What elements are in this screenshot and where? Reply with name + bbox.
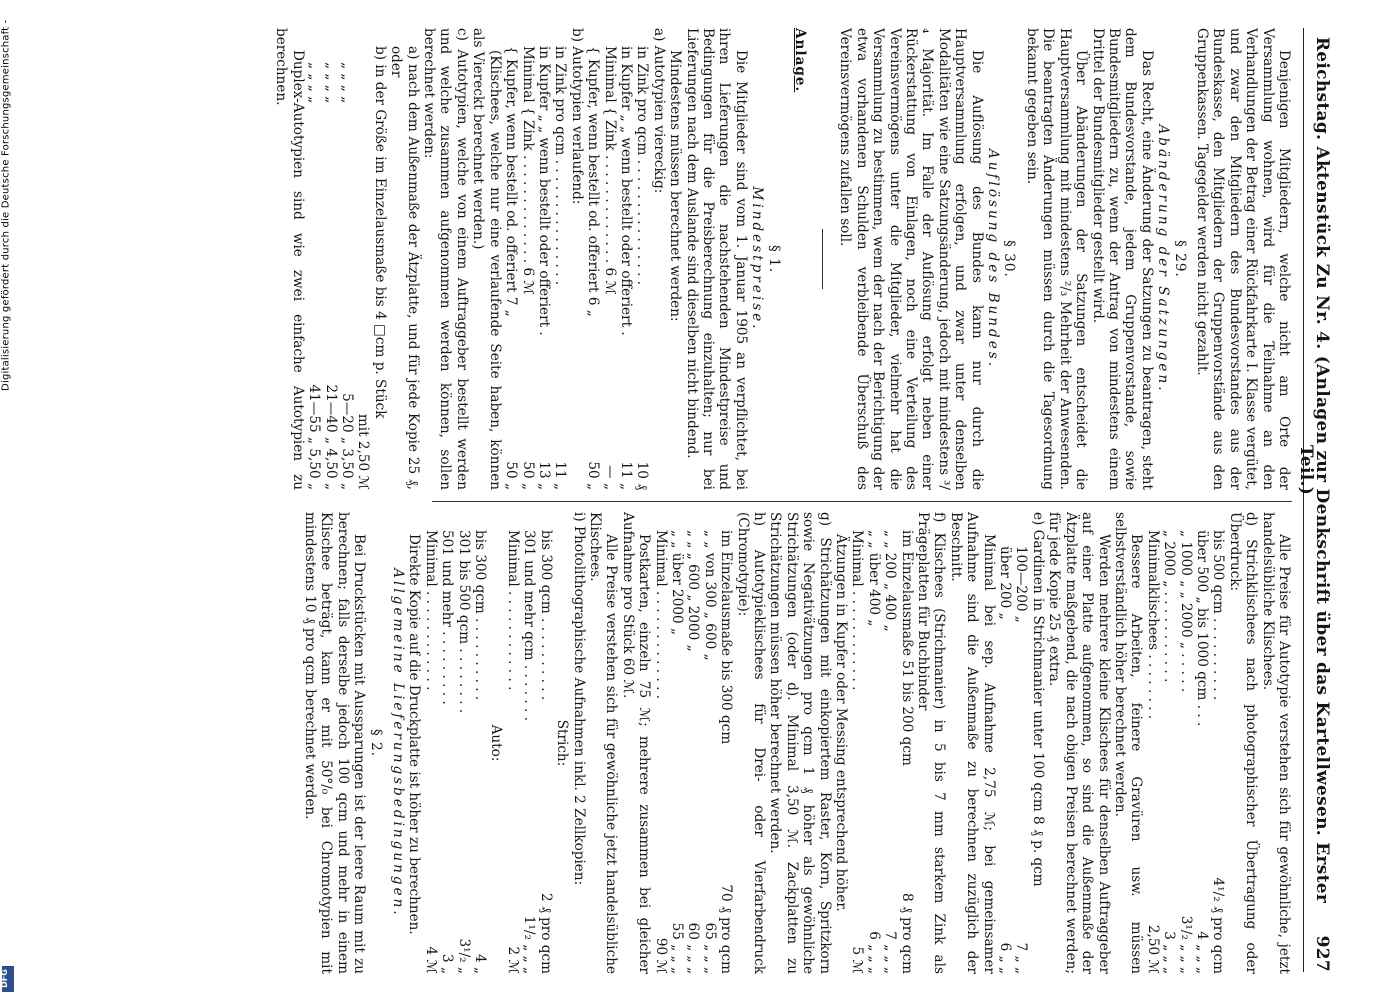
price-label: Minimalklischees . . . . . . . . — [1144, 530, 1161, 720]
left-column — [273, 28, 1292, 490]
price-value: 55 „ „ „ — [668, 922, 685, 974]
price-label: Minimal . . . . . . . . . . . . — [504, 530, 521, 691]
paragraph: Die Mitglieder sind vom 1. Januar 1905 an verpflichtet, bei ihren Lieferungen die nachstehenden Mindestpreise und Bedingungen für die Preisberechnung einzuhalten; nur bei Lieferungen nach dem Auslande sind dieselben nicht bindend. — [683, 28, 749, 490]
price-row — [585, 46, 601, 490]
price-label: Minimal . . . . . . . . . . . . — [422, 530, 439, 691]
paragraph: c) Autotypien, welche von einem Auftraggeber bestellt werden und welche zusammen aufgenommen werden können, sollen berechnet werden: — [421, 28, 470, 490]
price-label: über 200 „ — [997, 546, 1014, 620]
price-value: 3 „ „ „ — [1161, 931, 1178, 974]
price-value: mit 2,50 ℳ — [355, 413, 372, 490]
price-row — [718, 530, 734, 974]
price-label: Minimal . . . . . . . . . . . . . — [652, 530, 669, 700]
price-label: im Einzelausmaße 51 bis 200 qcm — [898, 530, 915, 766]
price-value: 90 ℳ — [652, 937, 669, 974]
price-row — [601, 46, 617, 490]
section-number: § 30. — [1001, 240, 1018, 278]
paragraph: Das Recht, eine Änderung der Satzungen zu beantragen, steht dem Bundesvorstande, jedem Gruppenvorstande, sowie Bundesmitgliedern zu, wenn der Antrag von mindestens einem Drittel der Bundesmitglieder gestellt wird. — [1089, 28, 1155, 490]
price-list-b — [503, 28, 569, 490]
price-value: 7 „ „ „ — [882, 931, 899, 974]
price-value: — „ — [601, 465, 618, 490]
list-heading: a) Autotypien viereckig: — [650, 28, 667, 194]
paragraph: Bei Druckstücken mit Aussparungen ist der leere Raum mit zu berechnen; falls derselbe jedoch 100 qcm und mehr in einem Klischee beträgt, kann er mit 50°/₀ bei Chromotypien mit mindestens 10 ₰ pro qcm berechnet werden. — [302, 512, 368, 974]
price-label: 301 bis 500 qcm . . . . . . . . — [455, 530, 472, 714]
price-value: 2 ℳ — [504, 946, 521, 974]
list-heading: f) Klischees (Strichmanier) in 5 bis 7 mm starkem Zink als Prägeplatten für Buchbinder — [915, 512, 948, 974]
price-value: 41—55 „ 5,50 „ — [306, 384, 323, 490]
price-row — [422, 530, 438, 974]
price-row — [701, 530, 717, 974]
list-heading: e) Gardinen in Strichmanier unter 100 qcm 8 ₰ p. qcm — [1029, 512, 1046, 887]
dfg-logo-text: DFG — [0, 969, 9, 988]
list-heading: b) Autotypien verlaufend: — [568, 28, 585, 205]
price-value: 50 „ — [519, 461, 536, 490]
price-row — [1194, 530, 1210, 974]
price-label: bis 300 qcm . . . . . . . . . . — [537, 530, 554, 701]
section-title: Mindestpreise. — [749, 186, 766, 332]
price-list-h — [652, 512, 734, 974]
price-value: 2,50 ℳ — [1144, 924, 1161, 974]
price-value: 11 „ — [617, 461, 634, 490]
price-value: 4 „ — [472, 953, 489, 974]
price-row — [536, 46, 552, 490]
price-value: 6 „ „ „ — [865, 931, 882, 974]
price-value: 50 „ — [585, 461, 602, 490]
price-value: 8 ₰ pro qcm — [898, 893, 915, 974]
price-label: Minimal { Zink . . . . . . . . . . . . . 6 ℳ — [601, 46, 618, 295]
price-row — [898, 530, 914, 974]
price-row — [355, 28, 371, 490]
price-label: { Kupfer, wenn bestellt od. offeriert 6 „ — [585, 46, 602, 317]
list-heading: h) Autotypieklischees für Drei- oder Vierfarbendruck (Chromotypie): — [734, 512, 767, 974]
price-value: 5 ℳ — [849, 946, 866, 974]
price-label: „ „ „ „ — [322, 62, 339, 104]
price-value: 7 „ „ — [1013, 942, 1030, 974]
price-row — [1177, 530, 1193, 974]
price-label: „ „ „ „ — [339, 62, 356, 104]
price-label: „ „ „ 600 „ 2000 „ — [685, 530, 702, 652]
price-value: 10 ₰ — [634, 461, 651, 490]
price-row — [503, 46, 519, 490]
dfg-logo — [2, 966, 14, 992]
price-label: „ „ über 400 „ — [865, 530, 882, 627]
list-heading: i) Photolithographische Aufnahmen inkl. 2 Zellkopien: — [570, 512, 587, 886]
price-row — [306, 62, 322, 490]
price-row — [322, 62, 338, 490]
price-row — [472, 530, 488, 974]
price-list-i-strich — [505, 512, 554, 974]
price-label: „ 1000 „ „ 2000 „ . . . . . — [1177, 530, 1194, 693]
price-value: 3 „ — [439, 953, 456, 974]
paragraph: g) Strichätzungen mit einkopiertem Raster, Korn, Spritzkorn sowie Negativätzungen pro qcm 1 ₰ höher als gewöhnliche Strichätzungen (oder d). Minimal 3,50 ℳ. Zackplatten zu Strichätzungen müssen höher berechnet werden. — [767, 512, 833, 974]
page-header — [1295, 28, 1334, 972]
section-title: Abänderung der Satzungen. — [1155, 124, 1172, 394]
price-row — [439, 530, 455, 974]
price-list-e — [997, 512, 1030, 974]
price-value: 21—40 „ 4,50 „ — [322, 384, 339, 490]
price-row — [519, 46, 535, 490]
section-number: § 2. — [367, 728, 384, 758]
price-value: 5—20 „ 3,50 „ — [339, 393, 356, 490]
appendix-heading: Anlage. — [792, 28, 809, 93]
price-label: 100—200 „ — [1013, 546, 1030, 623]
price-label: über 500 „ bis 1000 qcm . . . — [1193, 530, 1210, 727]
price-row — [997, 546, 1013, 974]
price-label: „ „ über 2000 „ — [668, 530, 685, 636]
price-label: Minimal { Zink . . . . . . . . . . . . . 6 ℳ — [519, 46, 536, 295]
price-label: in Zink pro qcm . . . . . . . . . . . . . . . — [634, 46, 651, 286]
price-label: „ „ „ „ — [306, 62, 323, 104]
paragraph: b) in der Größe im Einzelausmaße bis 4 □cm p. Stück — [371, 46, 388, 419]
price-row — [339, 62, 355, 490]
price-list-c — [306, 28, 355, 490]
price-value: 6 „ „ — [997, 942, 1014, 974]
sub-heading: Auto: — [488, 724, 505, 762]
price-row — [455, 530, 471, 974]
price-row — [882, 530, 898, 974]
price-value: 13 „ — [535, 461, 552, 490]
price-row — [521, 530, 537, 974]
price-row — [652, 530, 668, 974]
price-value: 4¹/₂ ₰ pro qcm — [1210, 877, 1227, 974]
price-value: 65 „ „ „ — [701, 922, 718, 974]
price-value: 11 „ — [552, 461, 569, 490]
price-label: in Kupfer „ „ wenn bestellt oder offeriert . — [535, 46, 552, 336]
paragraph: Direkte Kopie auf die Druckplatte ist höher zu berechnen. — [406, 534, 423, 935]
paragraph: Denjenigen Mitgliedern, welche nicht am Orte der Versammlung wohnen, wird für die Teilnahme an den Verhandlungen der Betrag einer Rückfahrkarte I. Klasse vergütet, und zwar den Mitgliedern des Bundesvorstandes aus der Bundeskasse, den Mitgliedern der Gruppenvorstände aus den Gruppenkassen. Tagegelder werden nicht gezahlt. — [1193, 28, 1292, 490]
price-label: bis 500 qcm . . . . . . . . . . — [1210, 530, 1227, 701]
page-number: 927 — [1312, 935, 1332, 972]
price-row — [634, 46, 650, 490]
section-title: Auflösung des Bundes. — [985, 148, 1002, 370]
paragraph: Minimal bei sep. Aufnahme 2,75 ℳ; bei gemeinsamer Aufnahme sind die Außenmaße zu berechnen zuzüglich der Beschnitt. — [947, 512, 997, 974]
price-value: 4 „ „ „ — [1193, 931, 1210, 974]
price-row — [1161, 530, 1177, 974]
paragraph: a) nach dem Außenmaße der Ätzplatte, und für jede Kopie 25 ₰, oder — [388, 46, 421, 490]
price-label: „ 2000 „ . . . . . . . . . . . — [1161, 530, 1178, 683]
price-list-i-auto — [422, 512, 488, 974]
paragraph: Werden mehrere kleine Klischees für denselben Auftraggeber auf einer Platte aufgenommen, so sind die Außenmaße der Ätzplatte maßgebend, die nach obigen Preisen berechnet werden; für jede Kopie 25 ₰ extra. — [1046, 512, 1112, 974]
paragraph: Duplex-Autotypien sind wie zwei einfache Autotypien zu berechnen. — [273, 28, 306, 490]
price-label: im Einzelausmaße bis 300 qcm — [718, 530, 735, 745]
paragraph: Bessere Arbeiten, feinere Gravüren usw. müssen selbstverständlich höher berechnet werden. — [1111, 512, 1145, 974]
divider — [822, 229, 823, 289]
section-number: § 29. — [1171, 240, 1188, 278]
paragraph: Die Auflösung des Bundes kann nur durch die Hauptversammlung erfolgen, und zwar unter denselben Modalitäten wie eine Satzungsänderung, jedoch mit mindestens ³/₄ Majorität. Im Falle der Auflösung erfolgt neben einer Rückerstattung von Einlagen, noch eine Verteilung des Vereinsvermögens unter die Mitglieder, vielmehr hat die Versammlung zu bestimmen, wem der nach der Berichtigung der etwa vorhandenen Schulden verbleibende Überschuß des Vereinsvermögens zufallen soll. — [837, 28, 985, 490]
section-title: Allgemeine Lieferungsbedingungen. — [390, 568, 407, 918]
price-value: 70 ₰ pro qcm — [718, 884, 735, 974]
price-label: Minimal . . . . . . . . . . . . — [849, 530, 866, 691]
price-list-a — [585, 28, 651, 490]
price-row — [505, 530, 521, 974]
sub-heading: Strich: — [554, 719, 571, 767]
page-title: Reichstag. Aktenstück Zu Nr. 4. (Anlagen zur Denkschrift über das Kartellwesen. Erster Teil.) — [1295, 36, 1332, 904]
price-label: in Zink pro qcm . . . . . . . . . . . . . . . — [552, 46, 569, 286]
price-value: 3¹/₂ „ — [455, 938, 472, 974]
price-row — [669, 530, 685, 974]
price-list-d — [1144, 512, 1226, 974]
right-column — [302, 512, 1292, 974]
price-row — [849, 530, 865, 974]
price-row — [618, 46, 634, 490]
price-row — [537, 530, 553, 974]
price-value: 3¹/₂ „ „ „ — [1177, 915, 1194, 974]
price-list-f — [849, 512, 915, 974]
price-value: 50 „ — [503, 461, 520, 490]
price-label: { Kupfer, wenn bestellt od. offeriert 7 „ — [503, 46, 520, 317]
price-row — [865, 530, 881, 974]
price-label: in Kupfer „ „ wenn bestellt oder offeriert . — [617, 46, 634, 336]
price-label: „ „ 200 „ 400 „ — [882, 530, 899, 632]
price-label: bis 300 qcm . . . . . . . . . . — [472, 530, 489, 701]
paragraph: Mindestens müssen berechnet werden: — [667, 50, 684, 322]
price-row — [685, 530, 701, 974]
price-label: 301 und mehr qcm . . . . . . . — [521, 530, 538, 722]
paragraph: Alle Preise für Autotypie verstehen sich für gewöhnliche, jetzt handelsübliche Klischees. — [1259, 512, 1292, 974]
price-value: 1¹/₂ „ „ „ — [521, 915, 538, 974]
price-row — [1144, 530, 1160, 974]
scanned-page — [72, 20, 1342, 980]
paragraph: Ätzungen in Kupfer oder Messing entsprechend höher. — [833, 534, 850, 912]
price-row — [552, 46, 568, 490]
paragraph: Alle Preise verstehen sich für gewöhnliche jetzt handelsübliche Klischees. — [586, 512, 620, 974]
paragraph: Über Abänderungen der Satzungen entscheidet die Hauptversammlung mit mindestens ²/₃ Mehrheit der Anwesenden. Die beantragten Änderungen müssen durch die Tagesordnung bekannt gegeben sein. — [1023, 28, 1090, 490]
digitization-notice: Digitalisierung gefördert durch die Deutsche Forschungsgemeinschaft - — [0, 19, 12, 391]
paragraph: (Klischees, welche nur eine verlaufende Seite haben, können als Viereckt berechnet werden.) — [470, 28, 503, 490]
list-heading: d) Strichklischees nach photographischer Übertragung oder Überdruck: — [1226, 512, 1260, 974]
section-number: § 1. — [765, 244, 782, 274]
price-row — [1210, 530, 1226, 974]
digitization-strip — [0, 0, 16, 1000]
price-value: 4 ℳ — [422, 946, 439, 974]
column-divider — [432, 501, 1292, 502]
price-value: 2 ₰ pro qcm — [537, 893, 554, 974]
price-value: 60 „ „ „ — [685, 922, 702, 974]
price-row — [1013, 546, 1029, 974]
price-label: 501 und mehr . . . . . . . . . — [439, 530, 456, 705]
paragraph: Postkarten, einzeln 75 ℳ; mehrere zusammen bei gleicher Aufnahme pro Stück 60 ℳ. — [619, 512, 653, 974]
price-label: „ „ von 300 „ 600 „ — [701, 530, 718, 661]
